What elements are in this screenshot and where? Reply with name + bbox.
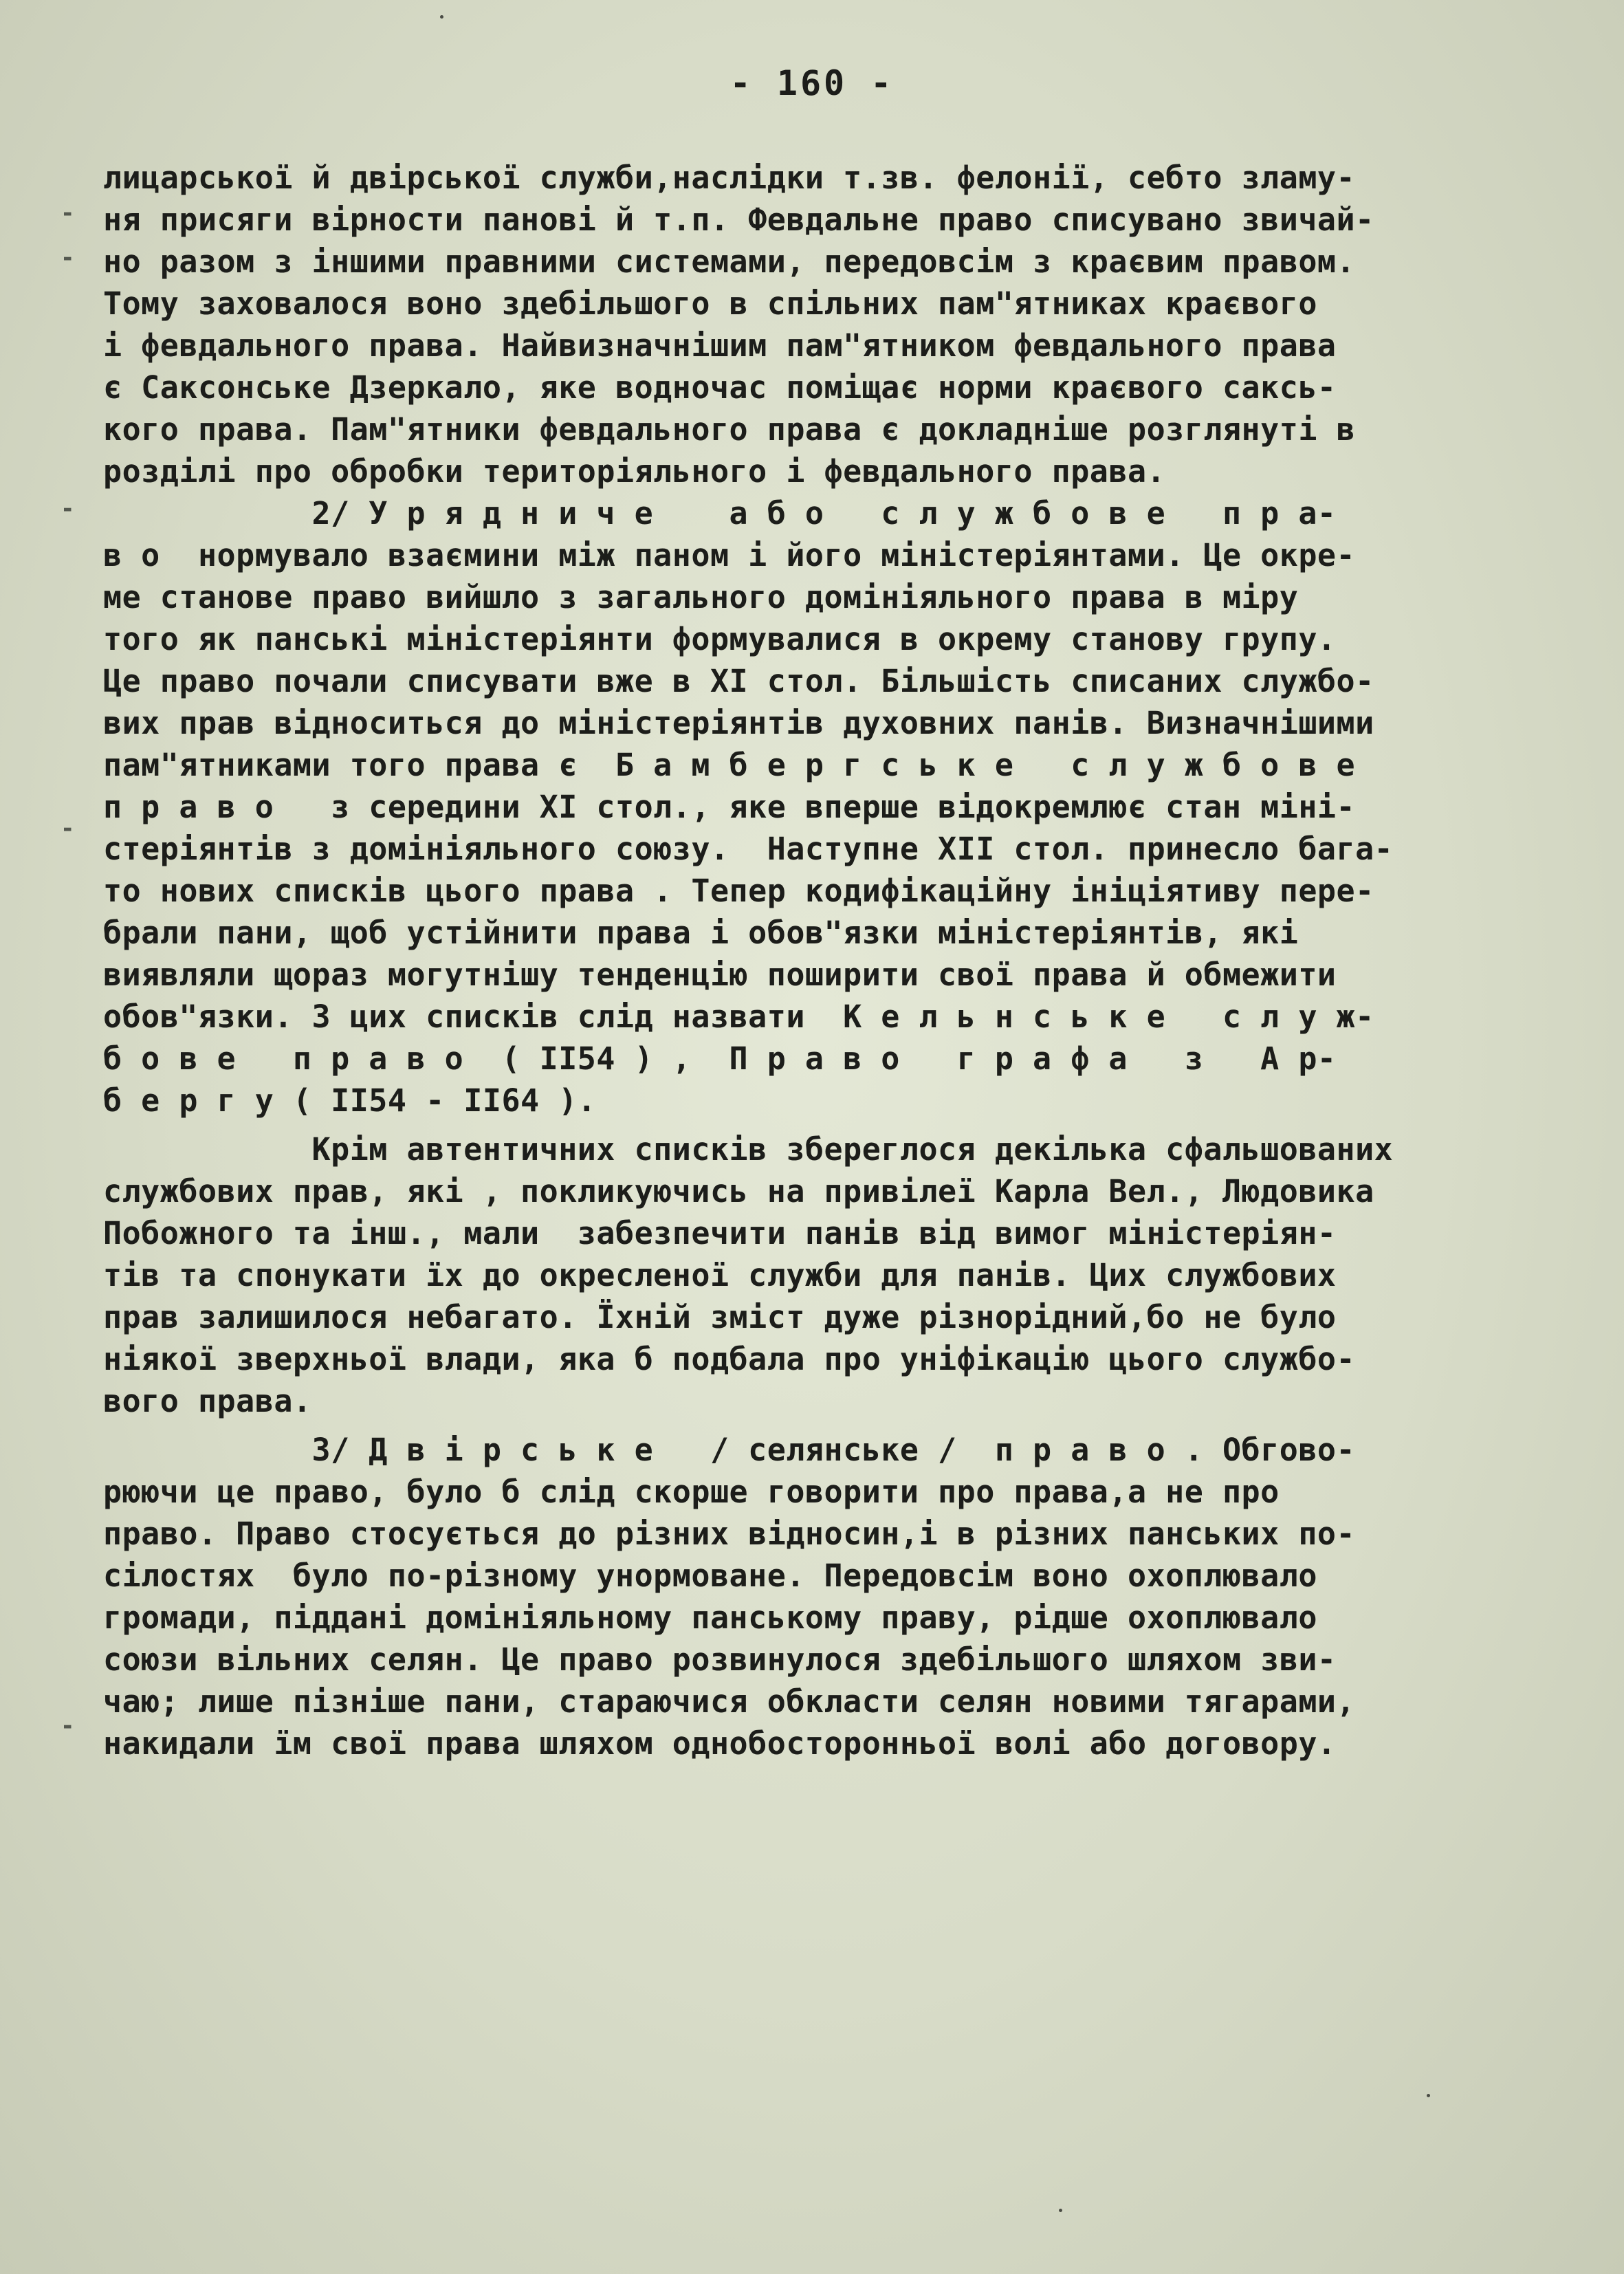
text-line: Тому заховалося воно здебільшого в спільних пам"ятниках краєвого (103, 285, 1317, 322)
page-number: - 160 - (729, 63, 895, 103)
text-line: чаю; лише пізніше пани, стараючися обкласти селян новими тягарами, (103, 1683, 1356, 1720)
body-text (103, 157, 1588, 1764)
text-line: то нових списків цього права . Тепер кодифікаційну ініціятиву пере- (103, 873, 1374, 909)
text-line: службових прав, які , покликуючись на привілеї Карла Вел., Людовика (103, 1173, 1374, 1210)
text-line: тів та спонукати їх до окресленої служби для панів. Цих службових (103, 1257, 1337, 1293)
text-line: накидали їм свої права шляхом однобосторонньої волі або договору. (103, 1725, 1337, 1762)
paper-speck (440, 15, 443, 19)
margin-mark: - (61, 244, 75, 272)
text-line: 3/ Д в і р с ь к е / селянське / п р а в о . Обгово- (103, 1432, 1356, 1468)
text-line: прав залишилося небагато. Їхній зміст дуже різнорідний,бо не було (103, 1299, 1337, 1335)
text-line: і февдального права. Найвизначнішим пам"ятником февдального права (103, 327, 1337, 364)
margin-mark: - (61, 815, 75, 842)
text-line: сілостях було по-різному унормоване. Передовсім воно охоплювало (103, 1557, 1317, 1594)
text-line: кого права. Пам"ятники февдального права є докладніше розглянуті в (103, 411, 1356, 448)
margin-mark: - (61, 1712, 75, 1740)
text-line: Це право почали списувати вже в XI стол. Більшість списаних службо- (103, 663, 1374, 699)
text-line: обов"язки. З цих списків слід назвати К е л ь н с ь к е с л у ж- (103, 998, 1374, 1035)
text-line: но разом з іншими правними системами, передовсім з краєвим правом. (103, 243, 1356, 280)
text-line: 2/ У р я д н и ч е а б о с л у ж б о в е п р а- (103, 495, 1337, 532)
text-line: ня присяги вірности панові й т.п. Февдальне право списувано звичай- (103, 201, 1374, 238)
text-line: лицарської й двірської служби,наслідки т.зв. фелонії, себто зламу- (103, 160, 1356, 196)
text-line: виявляли щораз могутнішу тенденцію поширити свої права й обмежити (103, 956, 1337, 993)
text-line: пам"ятниками того права є Б а м б е р г с ь к е с л у ж б о в е (103, 747, 1356, 783)
text-line: п р а в о з середини XI стол., яке вперше відокремлює стан міні- (103, 789, 1356, 825)
text-line: брали пани, щоб устійнити права і обов"язки міністеріянтів, які (103, 915, 1299, 951)
paper-speck (1427, 2094, 1430, 2097)
text-line: в о нормувало взаємини між паном і його міністеріянтами. Це окре- (103, 537, 1356, 573)
text-line: є Саксонське Дзеркало, яке водночас поміщає норми краєвого саксь- (103, 369, 1337, 406)
text-line: стеріянтів з домініяльного союзу. Наступне XII стол. принесло бага- (103, 831, 1394, 867)
text-line: право. Право стосується до різних відносин,і в різних панських по- (103, 1516, 1356, 1552)
text-line: того як панські міністеріянти формувалися в окрему станову групу. (103, 621, 1337, 657)
text-line: рюючи це право, було б слід скорше говорити про права,а не про (103, 1474, 1280, 1510)
text-line: громади, піддані домініяльному панському праву, рідше охоплювало (103, 1599, 1317, 1636)
text-line: ніякої зверхньої влади, яка б подбала про уніфікацію цього службо- (103, 1341, 1356, 1377)
text-line: вих прав відноситься до міністеріянтів духовних панів. Визначнішими (103, 705, 1374, 741)
text-line: розділі про обробки територіяльного і февдального права. (103, 453, 1166, 490)
text-line: вого права. (103, 1383, 312, 1419)
text-line: Крім автентичних списків збереглося декілька сфальшованих (103, 1131, 1394, 1168)
text-line: союзи вільних селян. Це право розвинулося здебільшого шляхом зви- (103, 1641, 1337, 1678)
margin-mark: - (61, 199, 75, 227)
text-line: б о в е п р а в о ( II54 ) , П р а в о г р а ф а з А р- (103, 1040, 1337, 1077)
text-line: ме станове право вийшло з загального домініяльного права в міру (103, 579, 1299, 615)
paper-speck (1059, 2209, 1062, 2212)
text-line: Побожного та інш., мали забезпечити панів від вимог міністеріян- (103, 1215, 1337, 1251)
text-line: б е р г у ( II54 - II64 ). (103, 1082, 597, 1119)
margin-mark: - (61, 495, 75, 523)
